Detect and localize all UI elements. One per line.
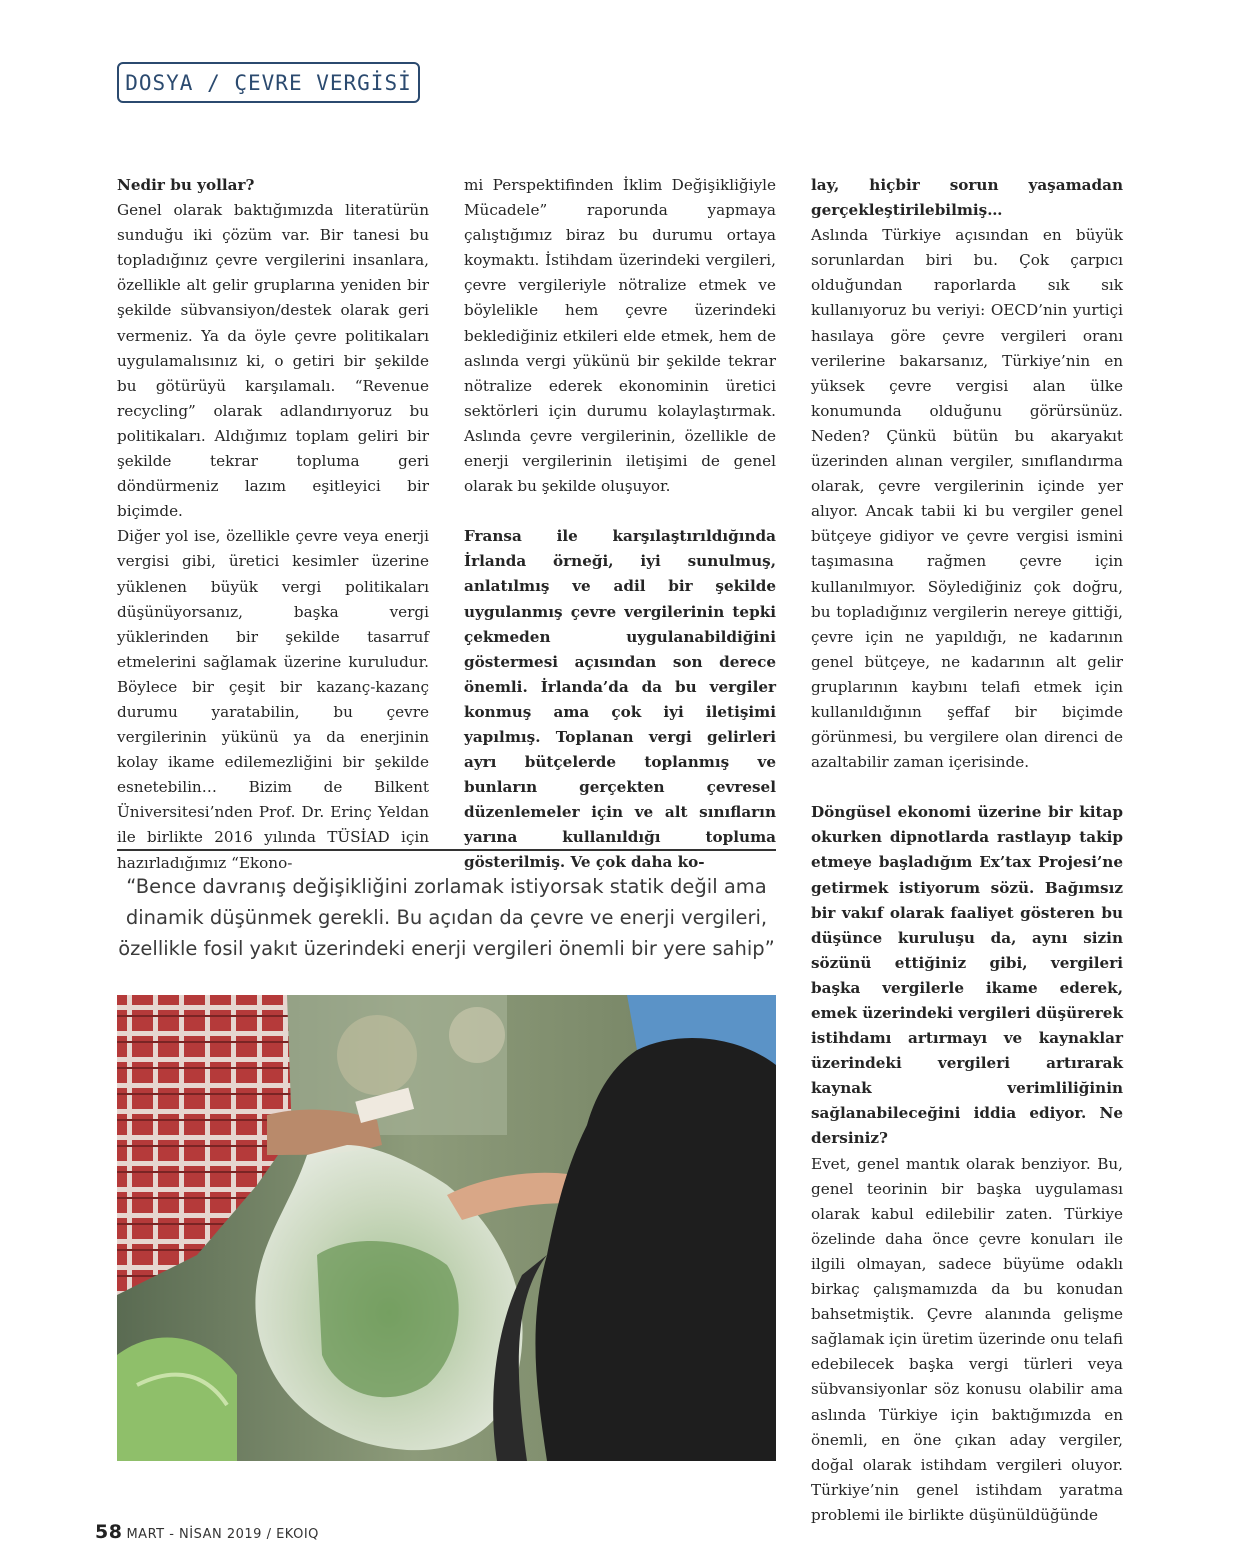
paragraph-gap	[811, 775, 1123, 800]
body-paragraph: Genel olarak baktığımızda literatürün sunduğu iki çözüm var. Bir tanesi bu topladığınız çevre vergilerini insanlara, özellikle alt gelir gruplarına yeniden bir şekilde sübvansiyon/destek olarak geri vermeniz. Ya da öyle çevre politikaları uygulamalısınız ki, o getiri bir şekilde bu götürüyü karşılamalı. “Revenue recycling” olarak adlandırıyoruz bu politikaları. Aldığımız toplam geliri bir şekilde tekrar topluma geri döndürmeniz lazım eşitleyici bir biçimde.	[117, 201, 429, 521]
body-paragraph: Diğer yol ise, özellikle çevre veya enerji vergisi gibi, üretici kesimler üzerine yüklenen büyük vergi politikaları düşünüyorsanız, başka vergi yüklerinden bir şekilde tasarruf etmelerini sağlamak üzerine kuruludur. Böylece bir çeşit bir kazanç-kazanç durumu yaratabilin, bu çevre vergilerinin yükünü ya da enerjinin kolay ikame edilemezliğini bir şekilde esnetebilin… Bizim de Bilkent Üniversitesi’nden Prof. Dr. Erinç Yeldan ile birlikte 2016 yılında TÜSİAD için hazırladığımız “Ekono-	[117, 527, 429, 872]
page-footer	[95, 1521, 319, 1543]
issue-label: MART - NİSAN 2019 / EKOIQ	[126, 1527, 319, 1542]
article-column-3	[811, 173, 1123, 1528]
body-paragraph: Evet, genel mantık olarak benziyor. Bu, genel teorinin bir başka uygulaması olarak kabul edilebilir zaten. Türkiye özelinde daha önce çevre konuları ile ilgili olmayan, sadece büyüme odaklı birkaç çalışmamızda da bu konudan bahsetmiştik. Çevre alanında gelişme sağlamak için üretim üzerinde onu telafi edebilecek başka vergi türleri veya sübvansiyonlar söz konusu olabilir ama aslında Türkiye için baktığımızda en önemli, en öne çıkan aday vergiler, doğal olarak istihdam vergileri oluyor. Türkiye’nin genel istihdam yaratma problemi ile birlikte düşünüldüğünde	[811, 1154, 1123, 1524]
body-paragraph: mi Perspektifinden İklim Değişikliğiyle Mücadele” raporunda yapmaya çalıştığımız biraz bu durumu ortaya koymaktı. İstihdam üzerindeki vergileri, çevre vergileriyle nötralize etmek ve böylelikle hem çevre üzerindeki beklediğiniz etkileri elde etmek, hem de aslında vergi yükünü bir şekilde tekrar nötralize ederek ekonominin üretici sektörleri için durumu kolaylaştırmak. Aslında çevre vergilerinin, özellikle de enerji vergilerinin iletişimi de genel olarak bu şekilde oluşuyor.	[464, 176, 776, 496]
pull-quote-line: dinamik düşünmek gerekli. Bu açıdan da çevre ve enerji vergileri,	[125, 906, 768, 929]
body-paragraph: Aslında Türkiye açısından en büyük sorunlardan biri bu. Çok çarpıcı olduğundan raporlarda sık sık kullanıyoruz bu veriyi: OECD’nin yurtiçi hasılaya göre çevre vergileri oranı verilerine bakarsanız, Türkiye’nin en yüksek çevre vergisi alan ülke konumunda olduğunu görürsünüz. Neden? Çünkü bütün bu akaryakıt üzerinden alınan vergiler, sınıflandırma olarak, çevre vergilerinin içinde yer alıyor. Ancak tabii ki bu vergiler genel bütçeye gidiyor ve çevre vergisi ismini taşımasına rağmen çevre için kullanılmıyor. Söylediğiniz çok doğru, bu topladığınız vergilerin nereye gittiği, çevre için ne yapıldığı, ne kadarının genel bütçeye, ne kadarının alt gelir gruplarının kaybını telafi etmek için kullanıldığının şeffaf bir biçimde görünmesi, bu vergilere olan direnci de azaltabilir zaman içerisinde.	[811, 226, 1123, 772]
interview-question: lay, hiçbir sorun yaşamadan gerçekleştirilebilmiş…	[811, 176, 1123, 220]
interview-question: Döngüsel ekonomi üzerine bir kitap okurken dipnotlarda rastlayıp takip etmeye başladığım Ex’tax Projesi’ne getirmek istiyorum sözü. Bağımsız bir vakıf olarak faaliyet gösteren bu düşünce kuruluşu da, aynı sizin sözünü ettiğiniz gibi, vergileri başka vergilerle ikame ederek, emek üzerindeki vergileri düşürerek istihdamı artırmayı ve kaynaklar üzerindeki vergileri artırarak kaynak verimliliğinin sağlanabileceğini iddia ediyor. Ne dersiniz?	[811, 803, 1123, 1148]
interview-question: Nedir bu yollar?	[117, 176, 255, 194]
pull-quote-line: özellikle fosil yakıt üzerindeki enerji vergileri önemli bir yere sahip”	[118, 937, 775, 960]
interview-question: Fransa ile karşılaştırıldığında İrlanda örneği, iyi sunulmuş, anlatılmış ve adil bir şekilde uygulanmış çevre vergilerinin tepki çekmeden uygulanabildiğini göstermesi açısından son derece önemli. İrlanda’da da bu vergiler konmuş ama çok iyi iletişimi yapılmış. Toplanan vergi gelirleri ayrı bütçelerde toplanmış ve bunların gerçekten çevresel düzenlemeler için ve alt sınıfların yarına kullanıldığı topluma gösterilmiş. Ve çok daha ko-	[464, 527, 776, 872]
pull-quote-line: “Bence davranış değişikliğini zorlamak istiyorsak statik değil ama	[126, 875, 767, 898]
pull-quote	[117, 871, 776, 964]
paragraph-gap	[464, 499, 776, 524]
market-photo-illustration	[117, 995, 776, 1461]
pull-quote-rule	[117, 849, 776, 851]
section-tag: DOSYA / ÇEVRE VERGİSİ	[117, 62, 420, 103]
article-column-2	[464, 173, 776, 876]
article-column-1	[117, 173, 429, 876]
page-number: 58	[95, 1521, 123, 1543]
market-photo	[117, 995, 776, 1461]
